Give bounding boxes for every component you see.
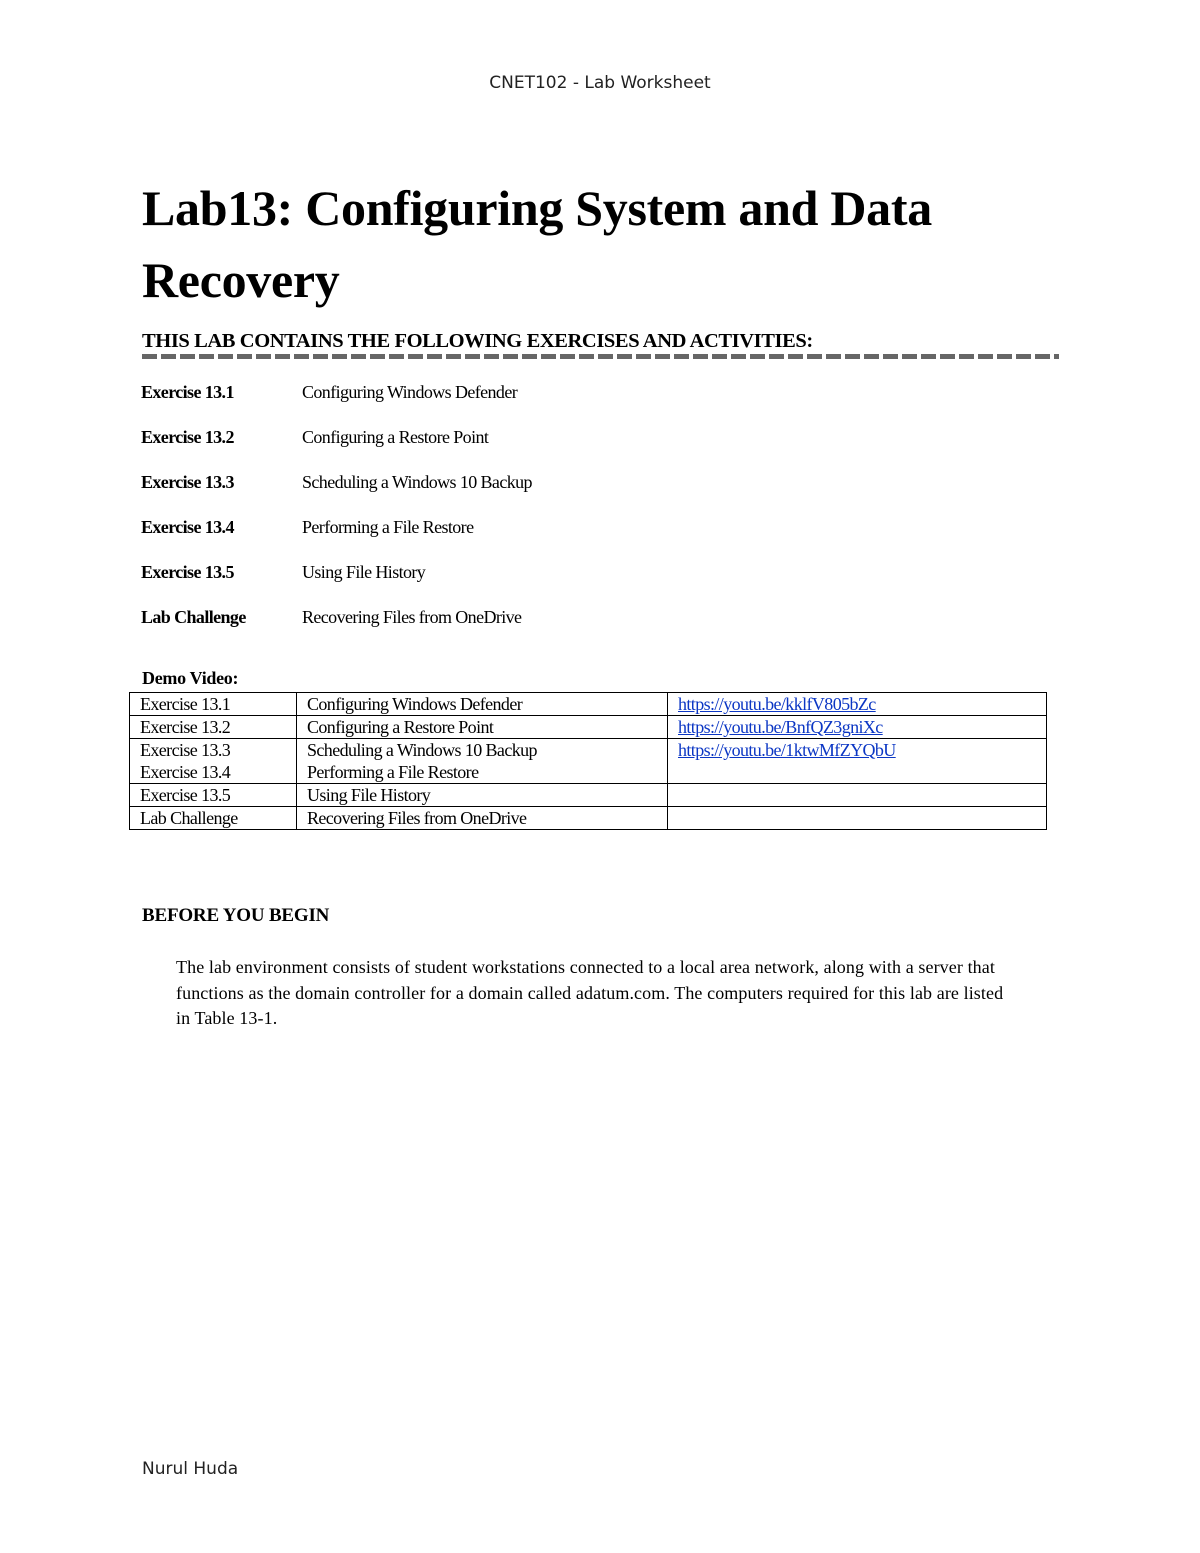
table-cell-title: Recovering Files from OneDrive <box>297 807 668 830</box>
exercise-label: Lab Challenge <box>141 607 246 627</box>
exercise-row <box>141 562 532 607</box>
before-you-begin-heading: BEFORE YOU BEGIN <box>142 905 330 926</box>
table-cell-exercise <box>130 739 297 784</box>
page-footer: Nurul Huda <box>142 1459 239 1479</box>
table-cell-title: Configuring Windows Defender <box>297 693 668 716</box>
exercise-label: Exercise 13.3 <box>141 472 234 492</box>
exercise-row <box>141 427 532 472</box>
table-row <box>130 716 1047 739</box>
table-row <box>130 807 1047 830</box>
exercise-row <box>141 607 532 652</box>
exercise-label: Exercise 13.4 <box>141 517 234 537</box>
exercise-title: Performing a File Restore <box>302 517 474 537</box>
exercise-title: Using File History <box>302 562 426 582</box>
demo-video-label: Demo Video: <box>142 668 239 688</box>
table-cell-line: Exercise 13.3 <box>140 740 231 760</box>
table-cell-link <box>668 739 1047 784</box>
exercise-title: Recovering Files from OneDrive <box>302 607 522 627</box>
table-cell-link <box>668 716 1047 739</box>
demo-video-table <box>129 692 1047 830</box>
table-row <box>130 784 1047 807</box>
table-row <box>130 739 1047 784</box>
table-cell-line: Performing a File Restore <box>307 762 479 782</box>
video-link[interactable]: https://youtu.be/kklfV805bZc <box>678 694 876 714</box>
table-cell-exercise: Exercise 13.5 <box>130 784 297 807</box>
exercise-title: Configuring Windows Defender <box>302 382 518 402</box>
table-cell-title: Using File History <box>297 784 668 807</box>
table-cell-link <box>668 807 1047 830</box>
table-cell-exercise: Exercise 13.2 <box>130 716 297 739</box>
exercise-label: Exercise 13.5 <box>141 562 234 582</box>
exercise-list <box>141 382 532 652</box>
exercise-row <box>141 517 532 562</box>
table-cell-title <box>297 739 668 784</box>
exercises-heading: THIS LAB CONTAINS THE FOLLOWING EXERCISES AND ACTIVITIES: <box>142 330 813 352</box>
table-cell-link <box>668 693 1047 716</box>
video-link[interactable]: https://youtu.be/1ktwMfZYQbU <box>678 740 896 760</box>
table-cell-line: Exercise 13.4 <box>140 762 231 782</box>
exercise-row <box>141 382 532 427</box>
table-cell-line: Scheduling a Windows 10 Backup <box>307 740 537 760</box>
page-header: CNET102 - Lab Worksheet <box>489 73 711 93</box>
exercise-label: Exercise 13.1 <box>141 382 234 402</box>
table-cell-link <box>668 784 1047 807</box>
page-title: Lab13: Configuring System and Data Recovery <box>142 180 932 308</box>
table-row <box>130 693 1047 716</box>
exercise-label: Exercise 13.2 <box>141 427 234 447</box>
before-you-begin-text: The lab environment consists of student workstations connected to a local area network, along with a server that functions as the domain controller for a domain called adatum.com. The computers required for this lab are listed in Table 13-1. <box>176 957 1004 1028</box>
exercise-title: Configuring a Restore Point <box>302 427 489 447</box>
exercise-row <box>141 472 532 517</box>
video-link[interactable]: https://youtu.be/BnfQZ3gniXc <box>678 717 883 737</box>
table-cell-title: Configuring a Restore Point <box>297 716 668 739</box>
dashed-divider <box>142 354 1059 359</box>
table-cell-exercise: Exercise 13.1 <box>130 693 297 716</box>
exercise-title: Scheduling a Windows 10 Backup <box>302 472 532 492</box>
table-cell-exercise: Lab Challenge <box>130 807 297 830</box>
